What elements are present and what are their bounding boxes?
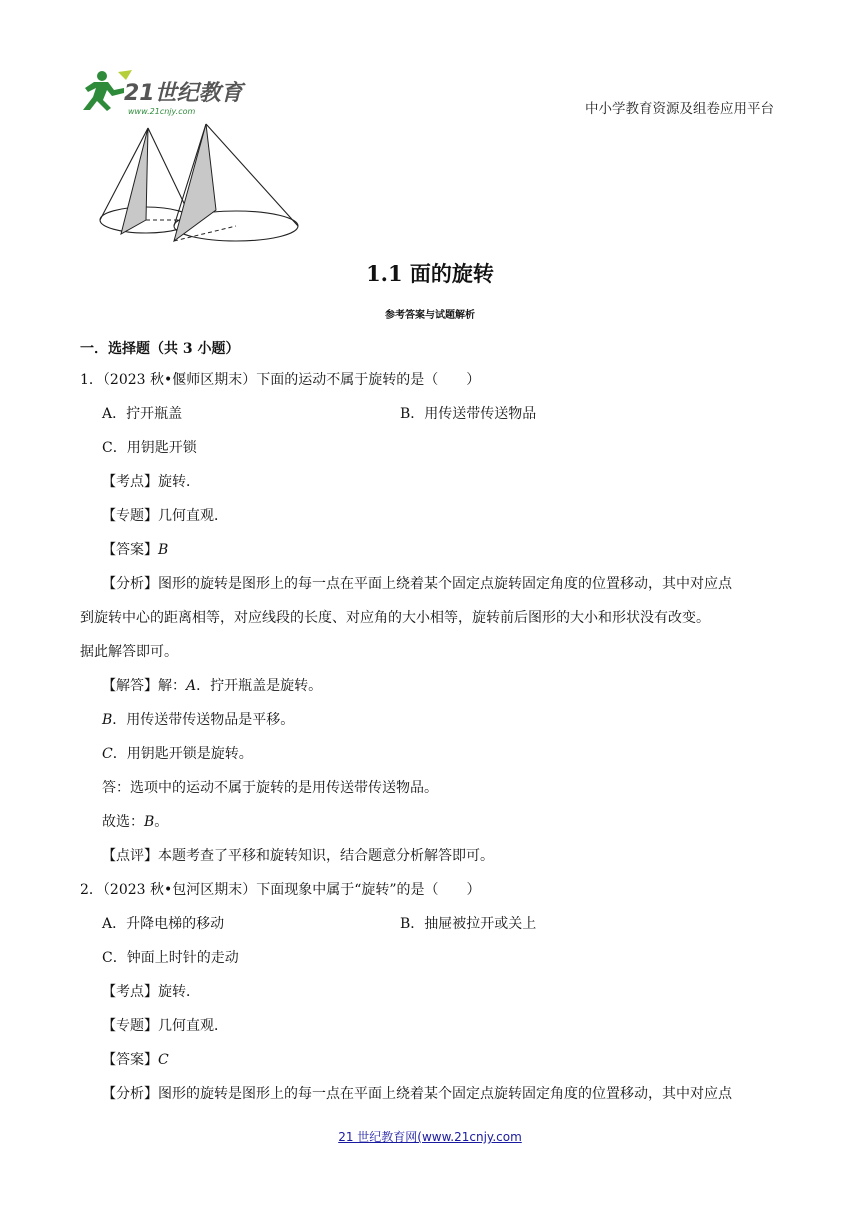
q1-kaodian: 【考点】旋转． <box>102 474 200 490</box>
q1-zhuanti: 【专题】几何直观． <box>102 508 228 524</box>
q2-answer-value: C <box>158 1052 169 1068</box>
q1-solve-b-text: ．用传送带传送物品是平移。 <box>112 712 295 728</box>
q1-option-a: A．拧开瓶盖 <box>102 406 183 422</box>
platform-name: 中小学教育资源及组卷应用平台 <box>585 101 774 117</box>
q1-solve-a-letter: A <box>186 678 197 694</box>
q1-stem: 1．（2023 秋•偃师区期末）下面的运动不属于旋转的是（ ） <box>80 372 481 388</box>
page-title: 1.1 面的旋转 <box>366 261 494 286</box>
q1-solve-a-text: ．拧开瓶盖是旋转。 <box>196 678 323 694</box>
runner-icon <box>83 71 124 111</box>
q2-option-a: A．升降电梯的移动 <box>102 916 225 932</box>
site-logo <box>80 68 250 118</box>
q1-choice-letter: B <box>144 814 155 830</box>
q1-conclusion: 答：选项中的运动不属于旋转的是用传送带传送物品。 <box>102 780 438 796</box>
cones-figure <box>96 120 336 245</box>
q1-solve-a <box>102 676 322 696</box>
left-shaded-triangle <box>121 128 148 234</box>
q1-answer-value: B <box>158 542 169 558</box>
q1-analysis-line3: 据此解答即可。 <box>80 644 178 660</box>
q1-solve-b-letter: B <box>102 712 113 728</box>
footer <box>0 1128 860 1145</box>
q1-analysis-line1: 【分析】图形的旋转是图形上的每一点在平面上绕着某个固定点旋转固定角度的位置移动，其中对应点 <box>102 576 732 592</box>
q1-choice <box>102 812 168 832</box>
page-subtitle: 参考答案与试题解析 <box>385 310 475 321</box>
q1-solve-c <box>102 744 253 764</box>
q1-solve-b <box>102 710 294 730</box>
q1-choice-end: 。 <box>154 814 169 830</box>
q2-zhuanti: 【专题】几何直观． <box>102 1018 228 1034</box>
right-shaded-triangle <box>174 124 216 241</box>
logo-text: 21世纪教育 <box>124 81 243 106</box>
section-heading: 一．选择题（共 3 小题） <box>80 341 240 357</box>
q1-option-b: B．用传送带传送物品 <box>400 406 537 422</box>
q2-answer <box>102 1050 169 1070</box>
q1-solve-label: 【解答】解： <box>102 678 186 694</box>
q2-answer-label: 【答案】 <box>102 1052 158 1068</box>
q1-comment: 【点评】本题考查了平移和旋转知识，结合题意分析解答即可。 <box>102 848 494 864</box>
footer-link[interactable]: 21 世纪教育网(www.21cnjy.com <box>338 1130 522 1144</box>
logo-url: www.21cnjy.com <box>128 107 196 116</box>
q1-analysis-line2: 到旋转中心的距离相等，对应线段的长度、对应角的大小相等，旋转前后图形的大小和形状没有改变。 <box>80 610 710 626</box>
q2-option-c: C．钟面上时针的走动 <box>102 950 239 966</box>
q1-option-c: C．用钥匙开锁 <box>102 440 197 456</box>
logo-accent <box>118 70 132 80</box>
q1-solve-c-letter: C <box>102 746 113 762</box>
q1-choice-label: 故选： <box>102 814 144 830</box>
q2-stem: 2．（2023 秋•包河区期末）下面现象中属于“旋转”的是（ ） <box>80 882 481 898</box>
q2-analysis-line1: 【分析】图形的旋转是图形上的每一点在平面上绕着某个固定点旋转固定角度的位置移动，其中对应点 <box>102 1086 732 1102</box>
q1-solve-c-text: ．用钥匙开锁是旋转。 <box>112 746 253 762</box>
q1-answer <box>102 540 168 560</box>
q2-kaodian: 【考点】旋转． <box>102 984 200 1000</box>
q2-option-b: B．抽屉被拉开或关上 <box>400 916 537 932</box>
q1-answer-label: 【答案】 <box>102 542 158 558</box>
